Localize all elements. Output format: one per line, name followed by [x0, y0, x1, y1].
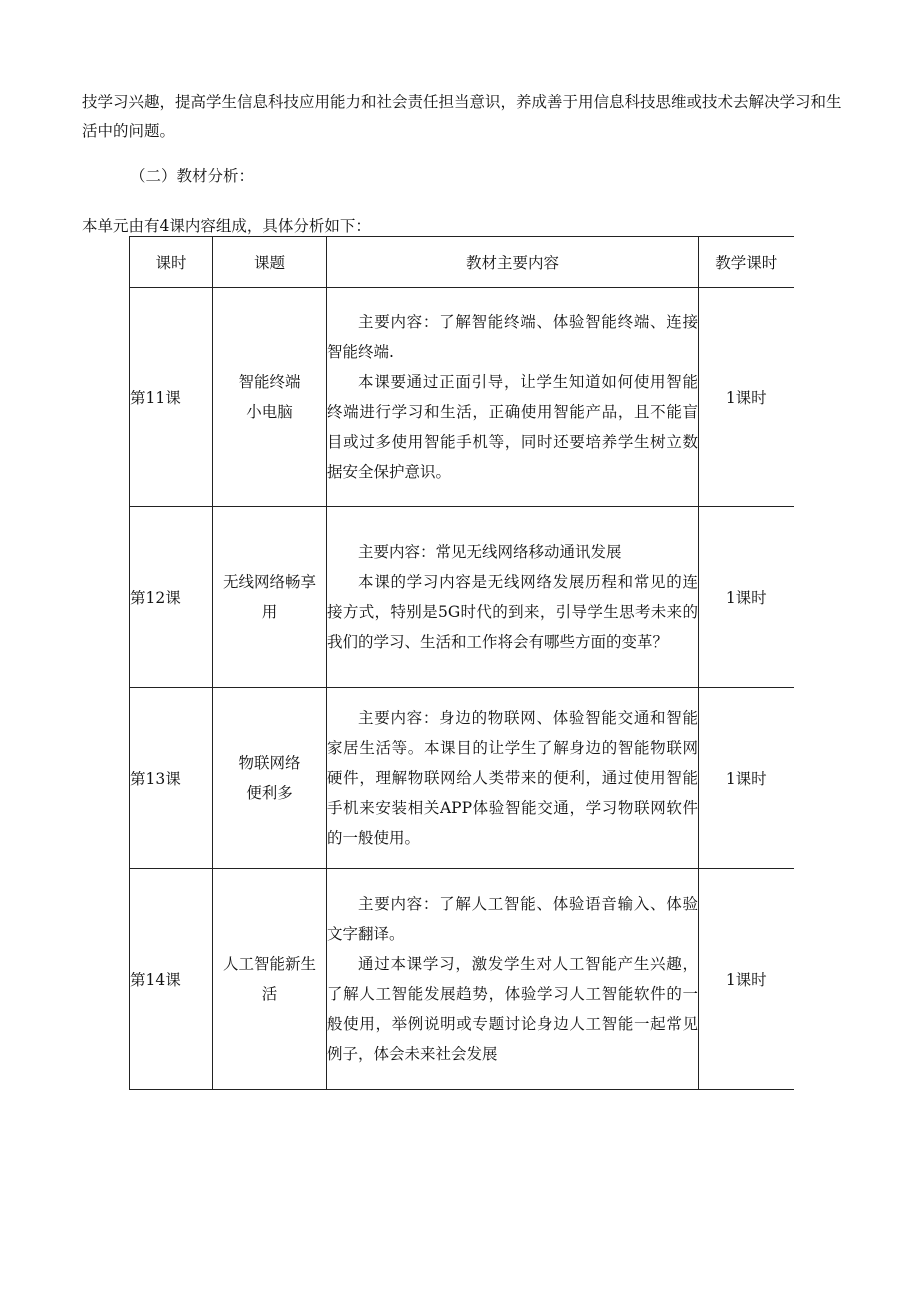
lesson-topic-line2: 用: [261, 603, 278, 621]
lesson-topic: [213, 688, 327, 869]
lesson-topic-line1: 人工智能新生: [222, 955, 316, 973]
table-row: [130, 869, 794, 1090]
lesson-content-main: 主要内容：身边的物联网、体验智能交通和智能家居生活等。本课目的让学生了解身边的智能物联网硬件，理解物联网给人类带来的便利，通过使用智能手机来安装相关APP体验智能交通，学习物联网软件的一般使用。: [327, 709, 698, 847]
lesson-topic: [213, 869, 327, 1090]
header-content: 教材主要内容: [327, 237, 699, 288]
lesson-topic-line2: 小电脑: [246, 403, 293, 421]
lesson-number: 第13课: [130, 688, 213, 869]
table-row: [130, 507, 794, 688]
lesson-number: 第11课: [130, 288, 213, 507]
lesson-number: 第14课: [130, 869, 213, 1090]
lesson-content-main: 主要内容：常见无线网络移动通讯发展: [358, 543, 622, 561]
section-heading: （二）教材分析：: [130, 167, 255, 185]
lesson-hours: 1课时: [699, 869, 794, 1090]
lesson-content-detail: 通过本课学习，激发学生对人工智能产生兴趣，了解人工智能发展趋势，体验学习人工智能软件的一般使用，举例说明或专题讨论身边人工智能一起常见例子，体会未来社会发展: [327, 955, 698, 1063]
header-hours: 教学课时: [699, 237, 794, 288]
lesson-content: [327, 688, 699, 869]
table-row: [130, 288, 794, 507]
lesson-topic-line1: 智能终端: [238, 373, 301, 391]
lesson-content-detail: 本课要通过正面引导，让学生知道如何使用智能终端进行学习和生活，正确使用智能产品，且不能盲目或过多使用智能手机等，同时还要培养学生树立数据安全保护意识。: [327, 373, 698, 481]
unit-summary: 本单元由有4课内容组成，具体分析如下：: [82, 217, 371, 235]
lesson-content-main: 主要内容：了解智能终端、体验智能终端、连接智能终端.: [327, 313, 698, 361]
lesson-hours: 1课时: [699, 507, 794, 688]
lesson-content-detail: 本课的学习内容是无线网络发展历程和常见的连接方式，特别是5G时代的到来，引导学生思考未来的我们的学习、生活和工作将会有哪些方面的变革？: [327, 573, 698, 651]
lesson-topic-line2: 便利多: [246, 784, 293, 802]
lesson-hours: 1课时: [699, 688, 794, 869]
lesson-content: [327, 288, 699, 507]
lesson-number: 第12课: [130, 507, 213, 688]
header-lesson: 课时: [130, 237, 213, 288]
lesson-hours: 1课时: [699, 288, 794, 507]
lesson-topic: [213, 288, 327, 507]
lesson-content-main: 主要内容：了解人工智能、体验语音输入、体验文字翻译。: [327, 895, 698, 943]
lesson-content: [327, 869, 699, 1090]
table-row: [130, 688, 794, 869]
lesson-analysis-table: [129, 236, 794, 1090]
lesson-content: [327, 507, 699, 688]
lesson-topic-line2: 活: [261, 985, 278, 1003]
header-topic: 课题: [213, 237, 327, 288]
lesson-topic-line1: 无线网络畅享: [222, 573, 316, 591]
lesson-topic: [213, 507, 327, 688]
table-header-row: [130, 237, 794, 288]
intro-paragraph: 技学习兴趣，提高学生信息科技应用能力和社会责任担当意识，养成善于用信息科技思维或技术去解决学习和生活中的问题。: [82, 93, 842, 140]
lesson-topic-line1: 物联网络: [238, 754, 301, 772]
